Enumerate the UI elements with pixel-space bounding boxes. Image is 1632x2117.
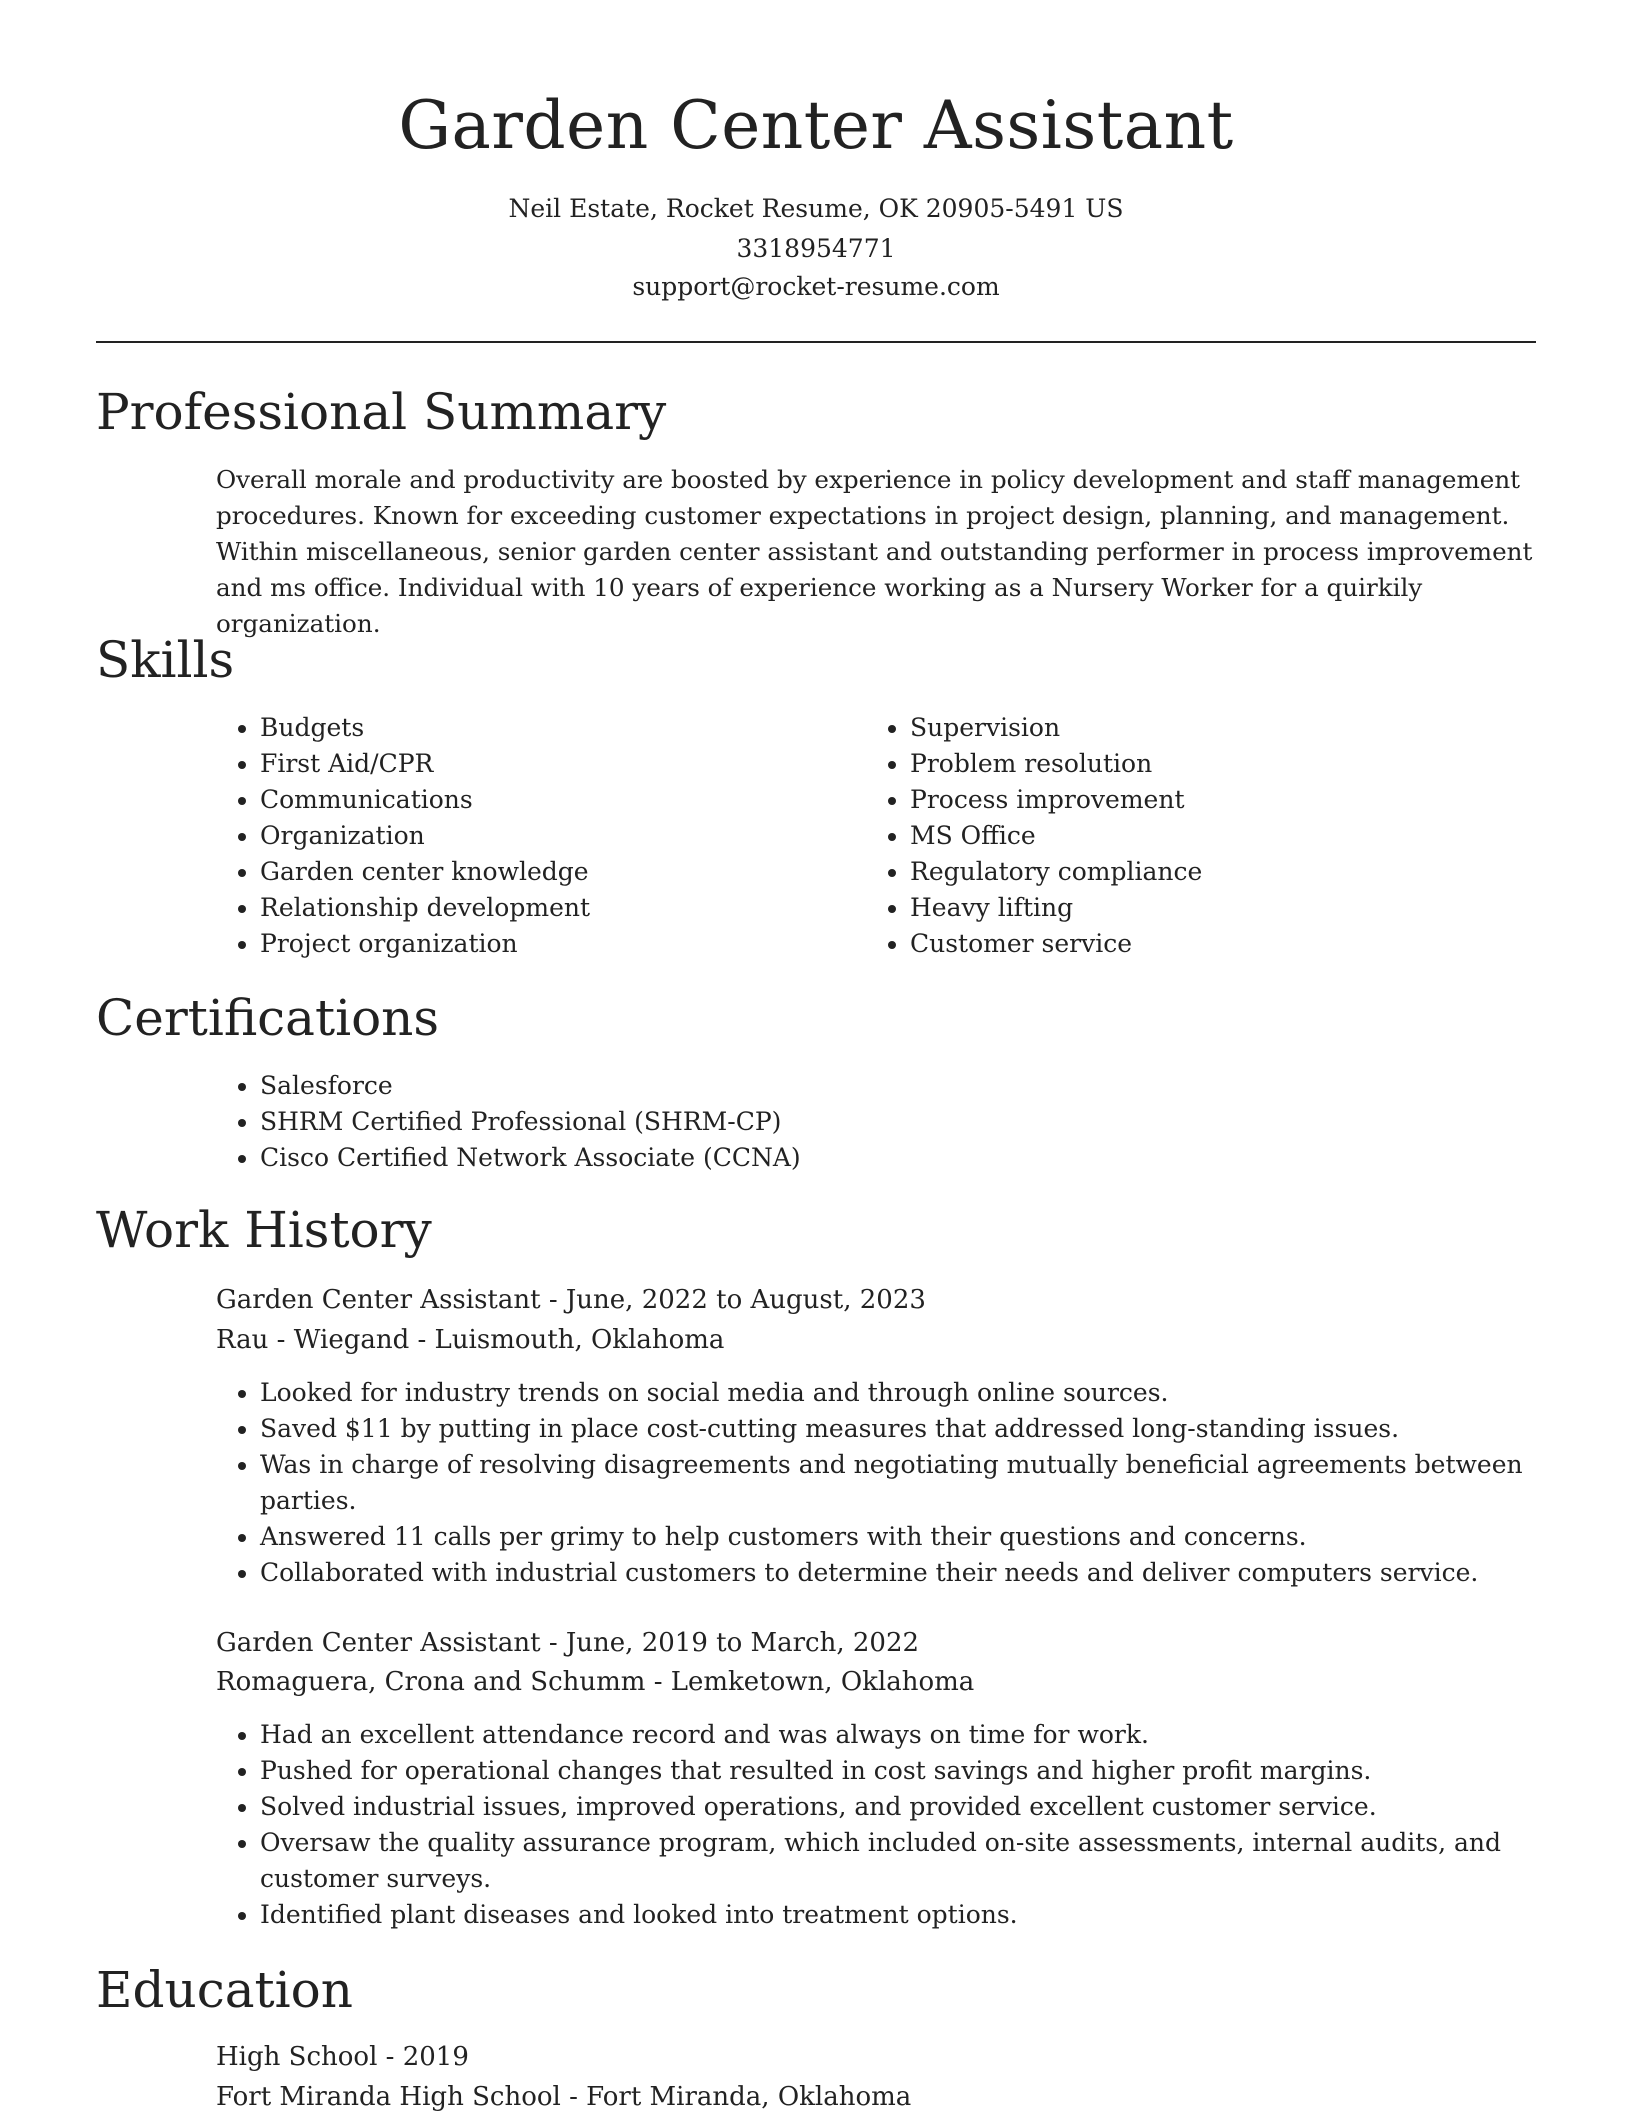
work-history-heading: Work History bbox=[96, 1201, 432, 1259]
job-bullet: • Pushed for operational changes that resulted in cost savings and higher profit margins. bbox=[260, 1753, 1590, 1789]
skill-item: • Communications bbox=[260, 782, 860, 818]
certifications-heading: Certifications bbox=[96, 989, 440, 1047]
skill-item: • Relationship development bbox=[260, 890, 860, 926]
job-bullet: • Saved $11 by putting in place cost-cutting measures that addressed long-standing issues. bbox=[260, 1411, 1540, 1447]
certification-item: • Cisco Certified Network Associate (CCNA) bbox=[260, 1140, 1560, 1176]
skill-item: • Project organization bbox=[260, 926, 860, 962]
education-degree-line: High School - 2019 bbox=[216, 2042, 469, 2072]
job-bullet: • Looked for industry trends on social media and through online sources. bbox=[260, 1375, 1540, 1411]
summary-heading: Professional Summary bbox=[96, 383, 667, 441]
contact-phone: 3318954771 bbox=[736, 234, 896, 263]
skill-item: • Garden center knowledge bbox=[260, 854, 860, 890]
job-bullets bbox=[216, 1375, 1540, 1591]
skill-item: • MS Office bbox=[910, 818, 1510, 854]
skills-list-right bbox=[866, 710, 1510, 962]
skill-item: • Problem resolution bbox=[910, 746, 1510, 782]
skill-item: • Heavy lifting bbox=[910, 890, 1510, 926]
job-bullet: • Oversaw the quality assurance program, which included on-site assessments, internal audits, and customer surveys. bbox=[260, 1825, 1590, 1897]
certification-item: • SHRM Certified Professional (SHRM-CP) bbox=[260, 1104, 1560, 1140]
skill-item: • First Aid/CPR bbox=[260, 746, 860, 782]
skill-item: • Process improvement bbox=[910, 782, 1510, 818]
job-bullets bbox=[216, 1717, 1590, 1933]
job-bullet: • Collaborated with industrial customers to determine their needs and deliver computers service. bbox=[260, 1555, 1540, 1591]
job-bullet: • Solved industrial issues, improved operations, and provided excellent customer service. bbox=[260, 1789, 1590, 1825]
contact-address: Neil Estate, Rocket Resume, OK 20905-5491 US bbox=[508, 194, 1124, 223]
skill-item: • Customer service bbox=[910, 926, 1510, 962]
skills-heading: Skills bbox=[96, 631, 235, 689]
job-company-line: Rau - Wiegand - Luismouth, Oklahoma bbox=[216, 1325, 725, 1355]
certification-item: • Salesforce bbox=[260, 1068, 1560, 1104]
skill-item: • Organization bbox=[260, 818, 860, 854]
skill-item: • Supervision bbox=[910, 710, 1510, 746]
job-bullet: • Answered 11 calls per grimy to help customers with their questions and concerns. bbox=[260, 1519, 1540, 1555]
job-company-line: Romaguera, Crona and Schumm - Lemketown, Oklahoma bbox=[216, 1667, 975, 1697]
job-bullet: • Identified plant diseases and looked into treatment options. bbox=[260, 1897, 1590, 1933]
job-bullet: • Was in charge of resolving disagreements and negotiating mutually beneficial agreements between parties. bbox=[260, 1447, 1540, 1519]
header-divider bbox=[96, 341, 1536, 343]
certifications-list bbox=[216, 1068, 1560, 1176]
summary-text: Overall morale and productivity are boosted by experience in policy development and staff management procedures. Known for exceeding customer expectations in project design, planning, and management. Within miscellaneous, senior garden center assistant and outstanding performer in process improvement and ms office. Individual with 10 years of experience working as a Nursery Worker for a quirkily organization. bbox=[216, 465, 1533, 638]
skill-item: • Regulatory compliance bbox=[910, 854, 1510, 890]
job-title-line: Garden Center Assistant - June, 2022 to August, 2023 bbox=[216, 1285, 926, 1315]
skill-item: • Budgets bbox=[260, 710, 860, 746]
contact-email: support@rocket-resume.com bbox=[632, 272, 1000, 301]
job-title-line: Garden Center Assistant - June, 2019 to March, 2022 bbox=[216, 1628, 920, 1658]
job-bullet: • Had an excellent attendance record and was always on time for work. bbox=[260, 1717, 1590, 1753]
education-school-line: Fort Miranda High School - Fort Miranda, Oklahoma bbox=[216, 2082, 912, 2112]
education-heading: Education bbox=[96, 1961, 353, 2019]
resume-title: Garden Center Assistant bbox=[398, 87, 1234, 164]
skills-list-left bbox=[216, 710, 860, 962]
